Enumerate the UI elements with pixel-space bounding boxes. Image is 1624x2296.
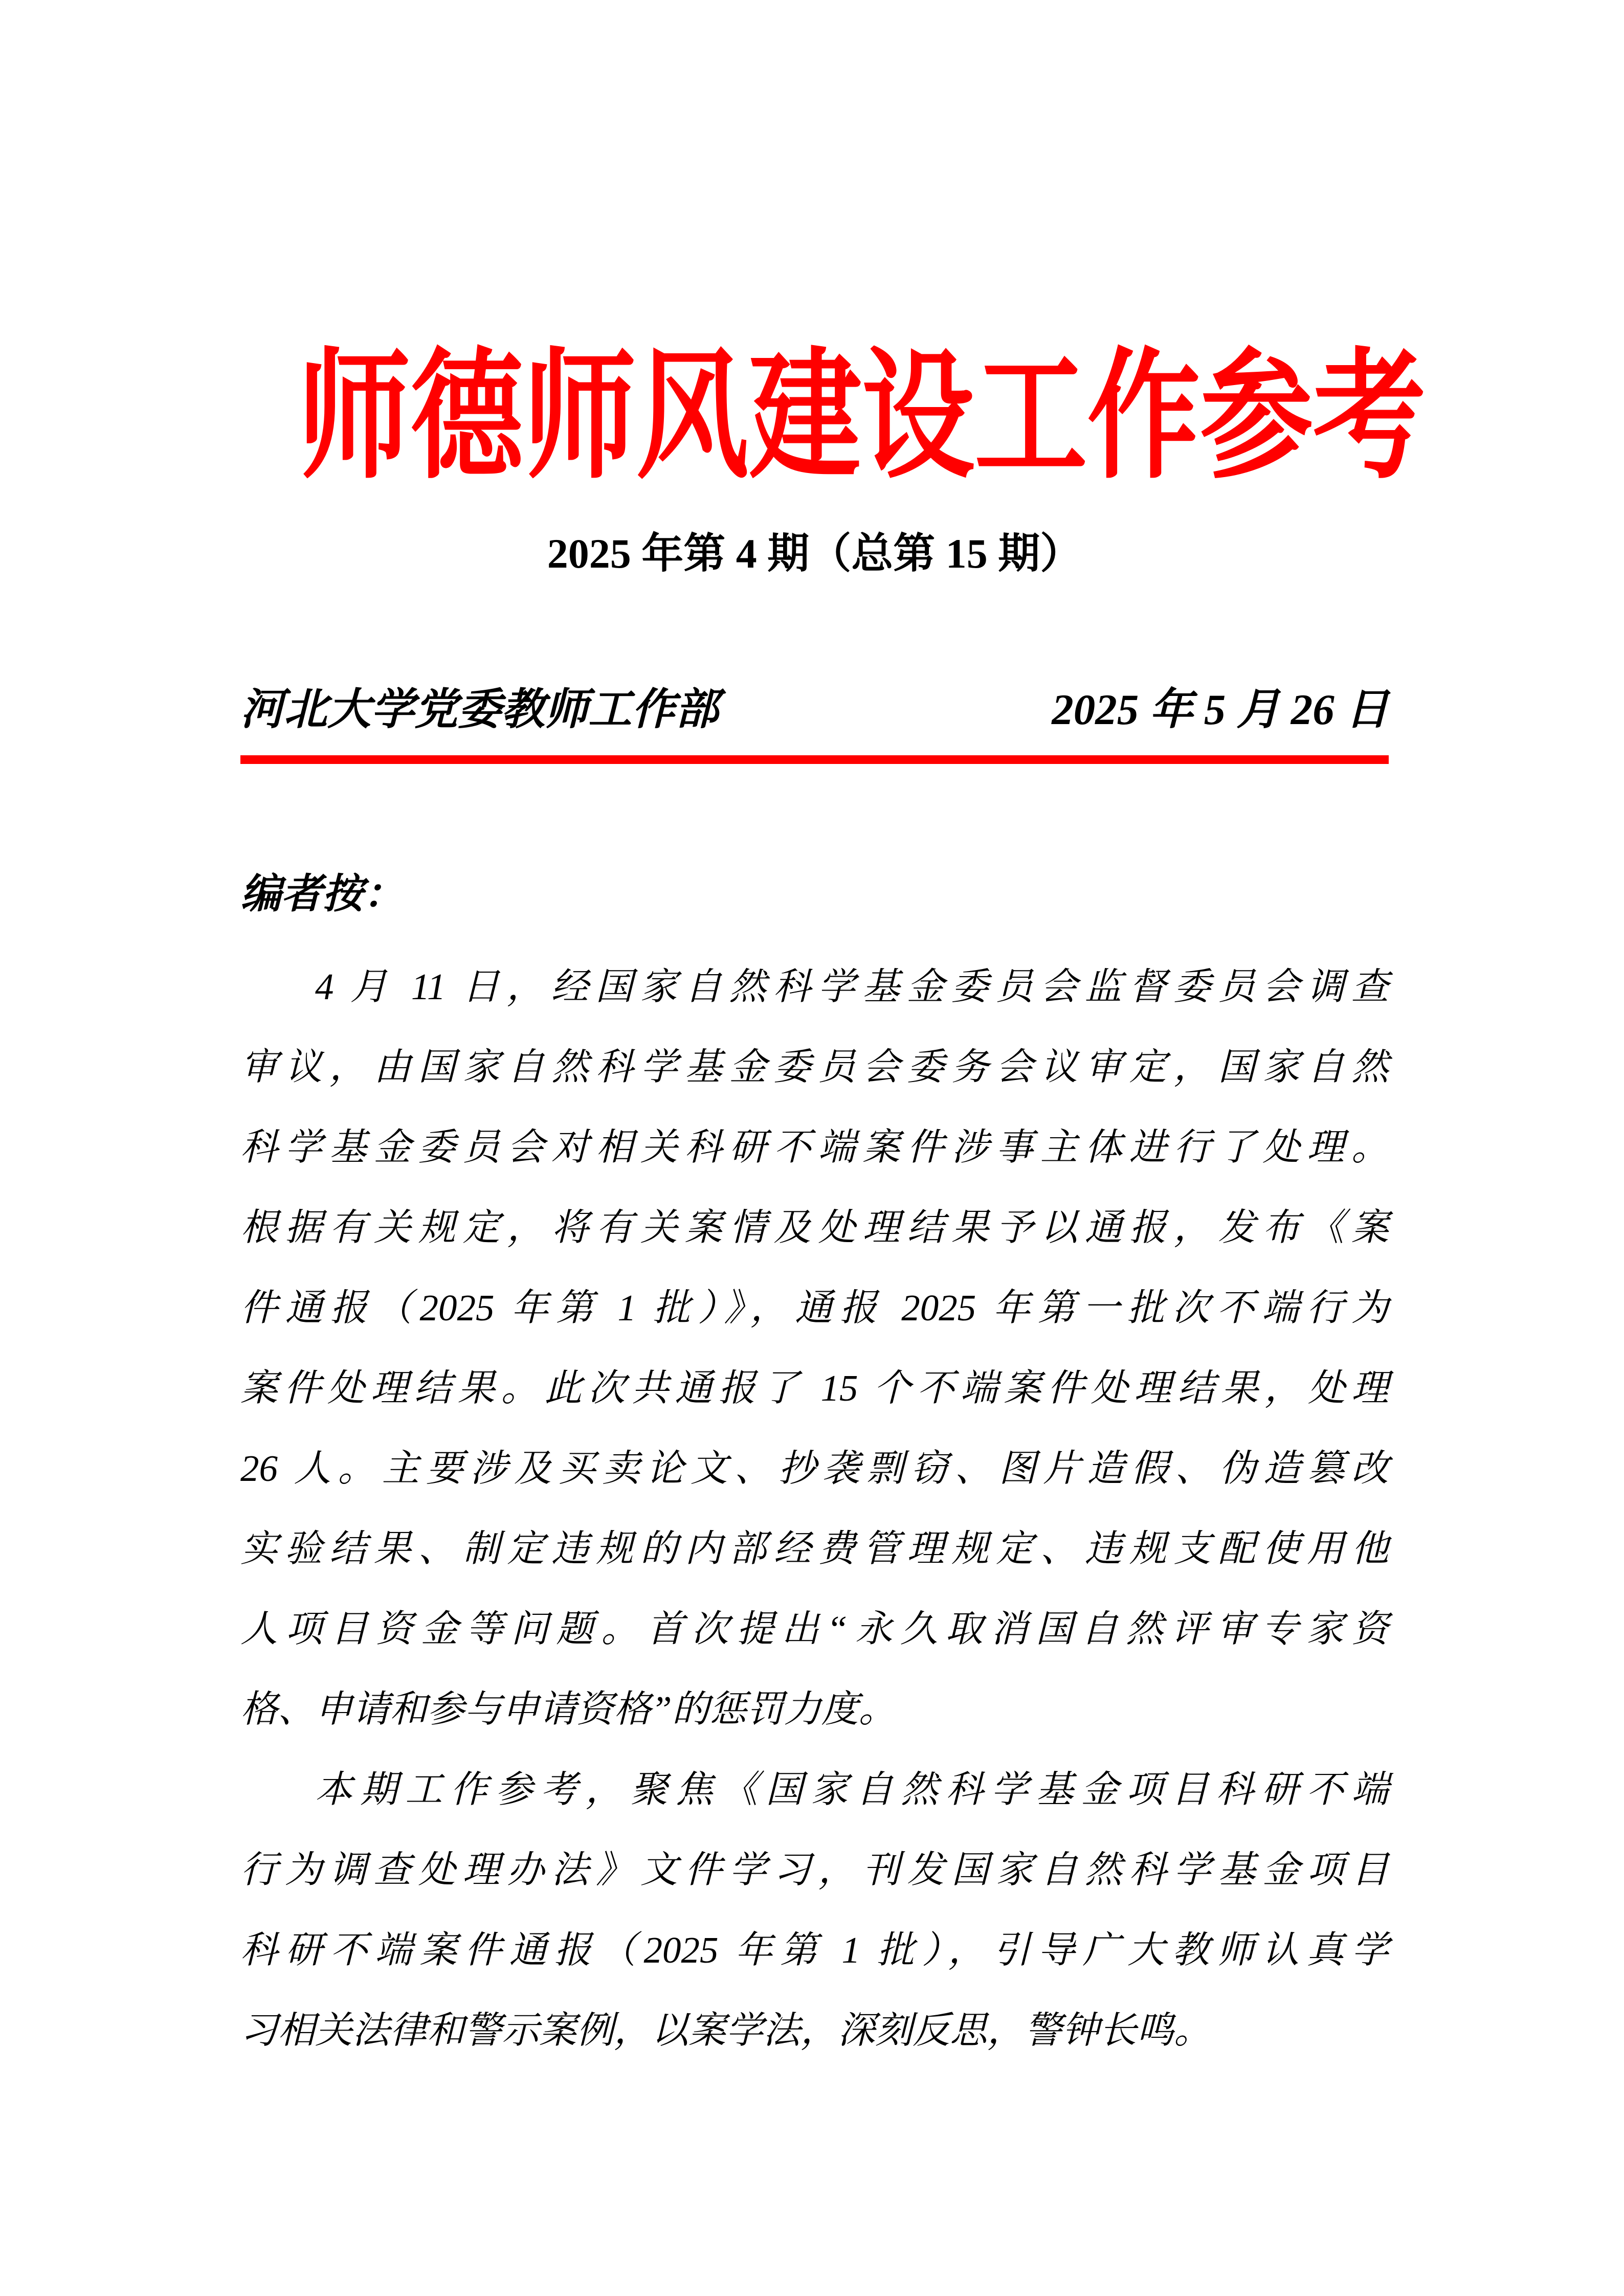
text-line: 科研不端案件通报（2025 年第 1 批），引导广大教师认真学 (240, 1929, 1389, 1971)
text-line: 格、申请和参与申请资格”的惩罚力度。 (240, 1689, 896, 1730)
text-line: 本期工作参考，聚焦《国家自然科学基金项目科研不端 (315, 1769, 1389, 1811)
paragraph (240, 947, 1389, 1749)
masthead (240, 684, 1389, 736)
red-divider-rule (240, 755, 1389, 764)
document-content (240, 332, 1426, 2070)
issue-date: 2025 年 5 月 26 日 (1052, 686, 1389, 734)
text-line: 习相关法律和警示案例，以案学法，深刻反思，警钟长鸣。 (240, 2010, 1211, 2052)
text-line: 案件处理结果。此次共通报了 15 个不端案件处理结果，处理 (240, 1367, 1389, 1409)
text-line: 实验结果、制定违规的内部经费管理规定、违规支配使用他 (240, 1528, 1389, 1570)
editor-note-heading: 编者按： (240, 872, 404, 917)
editor-note-body (240, 947, 1389, 2070)
issuing-department: 河北大学党委教师工作部 (240, 686, 719, 734)
text-line: 科学基金委员会对相关科研不端案件涉事主体进行了处理。 (240, 1127, 1389, 1168)
text-line: 人项目资金等问题。首次提出“永久取消国自然评审专家资 (240, 1608, 1389, 1650)
text-line: 4 月 11 日，经国家自然科学基金委员会监督委员会调查 (315, 966, 1389, 1008)
issue-number: 2025 年第 4 期（总第 15 期） (547, 530, 1082, 577)
paragraph (240, 1749, 1389, 2070)
text-line: 审议，由国家自然科学基金委员会委务会议审定，国家自然 (240, 1046, 1389, 1088)
text-line: 26 人。主要涉及买卖论文、抄袭剽窃、图片造假、伪造篡改 (240, 1448, 1389, 1490)
text-line: 件通报（2025 年第 1 批）》，通报 2025 年第一批次不端行为 (240, 1287, 1389, 1329)
text-line: 行为调查处理办法》文件学习，刊发国家自然科学基金项目 (240, 1849, 1389, 1891)
document-title: 师德师风建设工作参考 (298, 340, 1426, 496)
text-line: 根据有关规定，将有关案情及处理结果予以通报，发布《案 (240, 1207, 1389, 1249)
